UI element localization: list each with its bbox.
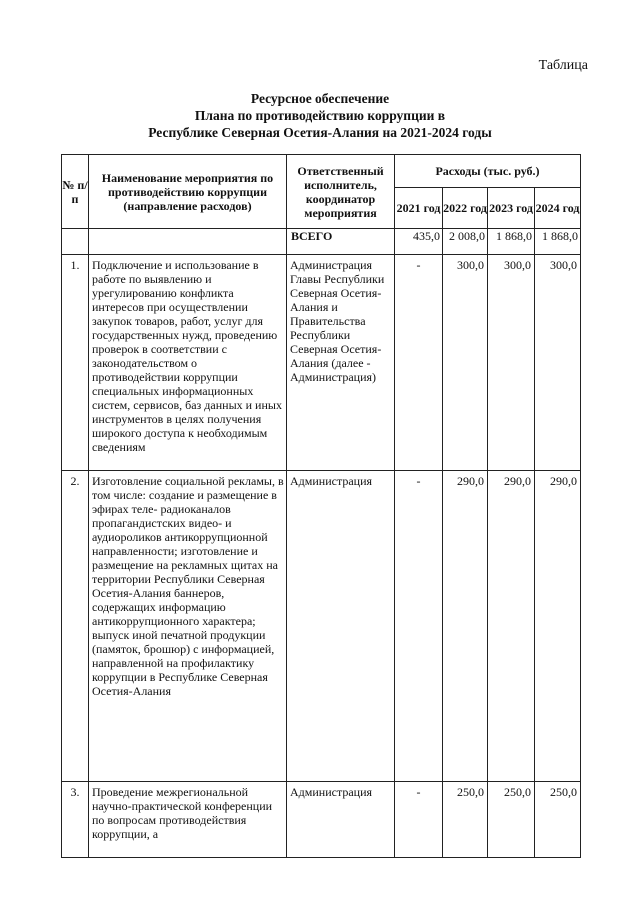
row-executor: Администрация xyxy=(287,782,395,858)
total-name xyxy=(89,229,287,255)
header-executor: Ответственный исполнитель, координатор мероприятия xyxy=(287,155,395,229)
row-value-2021: - xyxy=(395,471,443,782)
title-line-1: Ресурсное обеспечение xyxy=(250,91,390,106)
row-value-2024: 300,0 xyxy=(535,255,581,471)
row-value-2024: 250,0 xyxy=(535,782,581,858)
title-line-2: Плана по противодействию коррупции в xyxy=(194,108,446,123)
header-year-2024: 2024 год xyxy=(535,188,581,229)
row-name: Проведение межрегиональной научно-практической конференции по вопросам противодействия коррупции, а xyxy=(89,782,287,858)
row-executor: Администрация Главы Республики Северная Осетия-Алания и Правительства Республики Северная Осетия-Алания (далее - Администрация) xyxy=(287,255,395,471)
total-2021: 435,0 xyxy=(395,229,443,255)
row-value-2023: 250,0 xyxy=(488,782,535,858)
row-value-2022: 300,0 xyxy=(443,255,488,471)
table-caption: Таблица xyxy=(538,58,588,73)
row-value-2024: 290,0 xyxy=(535,471,581,782)
row-name: Подключение и использование в работе по выявлению и урегулированию конфликта интересов при осуществлении закупок товаров, работ, услуг для государственных нужд, проведению проверок в соответствии с законодательством о противодействии коррупции специальных информационных систем, сервисов, баз данных и иных инструментов в целях получения широкого доступа к необходимым сведениям xyxy=(89,255,287,471)
row-value-2021: - xyxy=(395,255,443,471)
document-title xyxy=(0,90,640,141)
title-line-3: Республике Северная Осетия-Алания на 2021-2024 годы xyxy=(148,125,492,140)
row-number: 1. xyxy=(62,255,89,471)
row-value-2021: - xyxy=(395,782,443,858)
total-label: ВСЕГО xyxy=(287,229,395,255)
row-value-2023: 290,0 xyxy=(488,471,535,782)
row-number: 2. xyxy=(62,471,89,782)
total-row xyxy=(62,229,581,255)
row-value-2022: 250,0 xyxy=(443,782,488,858)
total-2024: 1 868,0 xyxy=(535,229,581,255)
total-2023: 1 868,0 xyxy=(488,229,535,255)
row-value-2023: 300,0 xyxy=(488,255,535,471)
total-2022: 2 008,0 xyxy=(443,229,488,255)
row-name: Изготовление социальной рекламы, в том числе: создание и размещение в эфирах теле- радиоканалов пропагандистских видео- и аудиороликов антикоррупционной направленности; изготовление и размещение на рекламных щитах на территории Республики Северная Осетия-Алания баннеров, содержащих информацию антикоррупционного характера; выпуск иной печатной продукции (памяток, брошюр) с информацией, направленной на профилактику коррупции в Республике Северная Осетия-Алания xyxy=(89,471,287,782)
table-row xyxy=(62,782,581,858)
table-row xyxy=(62,471,581,782)
header-year-2023: 2023 год xyxy=(488,188,535,229)
table-row xyxy=(62,255,581,471)
header-no: № п/п xyxy=(62,155,89,229)
total-no xyxy=(62,229,89,255)
header-name: Наименование мероприятия по противодействию коррупции (направление расходов) xyxy=(89,155,287,229)
row-number: 3. xyxy=(62,782,89,858)
header-year-2022: 2022 год xyxy=(443,188,488,229)
header-expenses: Расходы (тыс. руб.) xyxy=(395,155,581,188)
resource-table xyxy=(61,154,581,858)
row-value-2022: 290,0 xyxy=(443,471,488,782)
header-year-2021: 2021 год xyxy=(395,188,443,229)
row-executor: Администрация xyxy=(287,471,395,782)
